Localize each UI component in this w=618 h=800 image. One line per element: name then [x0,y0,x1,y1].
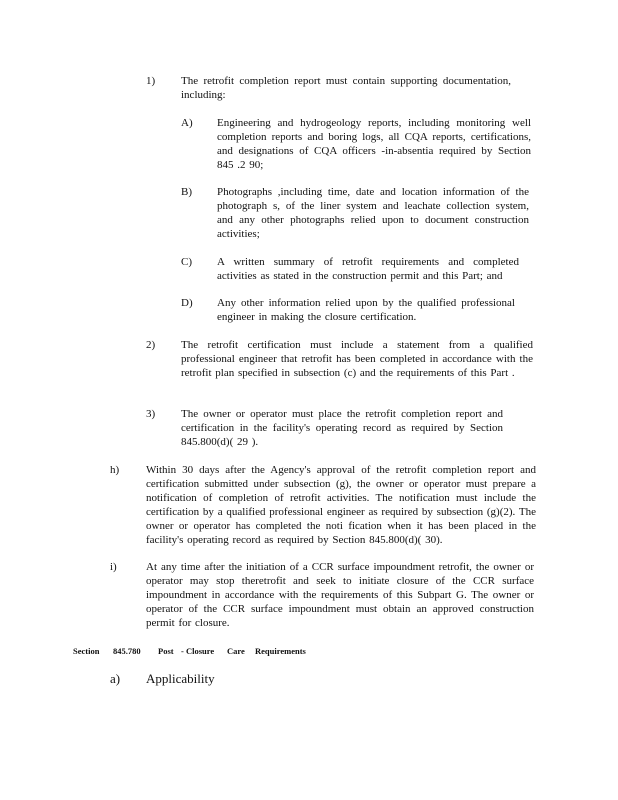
item-h-text: Within 30 days after the Agency's approval of the retrofit completion report and certification submitted under subsection (g), the owner or operator must prepare a notification of completion of retrofit activities. The notification must include the certification by a qualified professional engineer as required by subsection (g)(2). The owner or operator has completed the noti fication when it has been placed in the facility's operating record as required by Section 845.800(d)( 30). [146,464,536,546]
item-i-label: i) [110,561,117,573]
item-h-label: h) [110,464,120,476]
section-title-closure: - Closure [181,646,215,656]
item-3-label: 3) [146,408,156,420]
item-C-text: A written summary of retrofit requirements and completed activities as stated in the construction permit and this Part; and [217,256,519,282]
section-title-requirements: Requirements [255,646,306,656]
section-word: Section [73,646,100,656]
item-2-label: 2) [146,339,156,351]
item-1-text: The retrofit completion report must contain supporting documentation, including: [181,75,511,101]
section-title-post: Post [158,646,174,656]
section-title-care: Care [227,646,245,656]
item-i-text: At any time after the initiation of a CCR surface impoundment retrofit, the owner or operator may stop theretrofit and seek to initiate closure of the CCR surface impoundment in accordance with the requirements of this Subpart G. The owner or operator of the CCR surface impoundment must obtain an approved construction permit for closure. [146,561,534,629]
subsection-a-text: Applicability [146,671,215,686]
item-1-label: 1) [146,75,156,87]
item-A-text: Engineering and hydrogeology reports, including monitoring well completion reports and boring logs, all CQA reports, certifications, and designations of CQA officers -in-absentia required by Section 845 .2 90; [217,117,531,171]
subsection-a-label: a) [110,671,121,686]
item-3-text: The owner or operator must place the retrofit completion report and certification in the facility's operating record as required by Section 845.800(d)( 29 ). [181,408,503,448]
section-number: 845.780 [113,646,141,656]
item-C-label: C) [181,256,192,268]
item-D-text: Any other information relied upon by the qualified professional engineer in making the closure certification. [217,297,515,323]
item-A-label: A) [181,117,193,129]
item-B-label: B) [181,186,192,198]
item-D-label: D) [181,297,193,309]
item-2-text: The retrofit certification must include a statement from a qualified professional engineer that retrofit has been completed in accordance with the retrofit plan specified in subsection (c) and the requirements of this Part . [181,339,533,379]
item-B-text: Photographs ,including time, date and location information of the photograph s, of the liner system and leachate collection system, and any other photographs relied upon to document construction activities; [217,186,529,240]
